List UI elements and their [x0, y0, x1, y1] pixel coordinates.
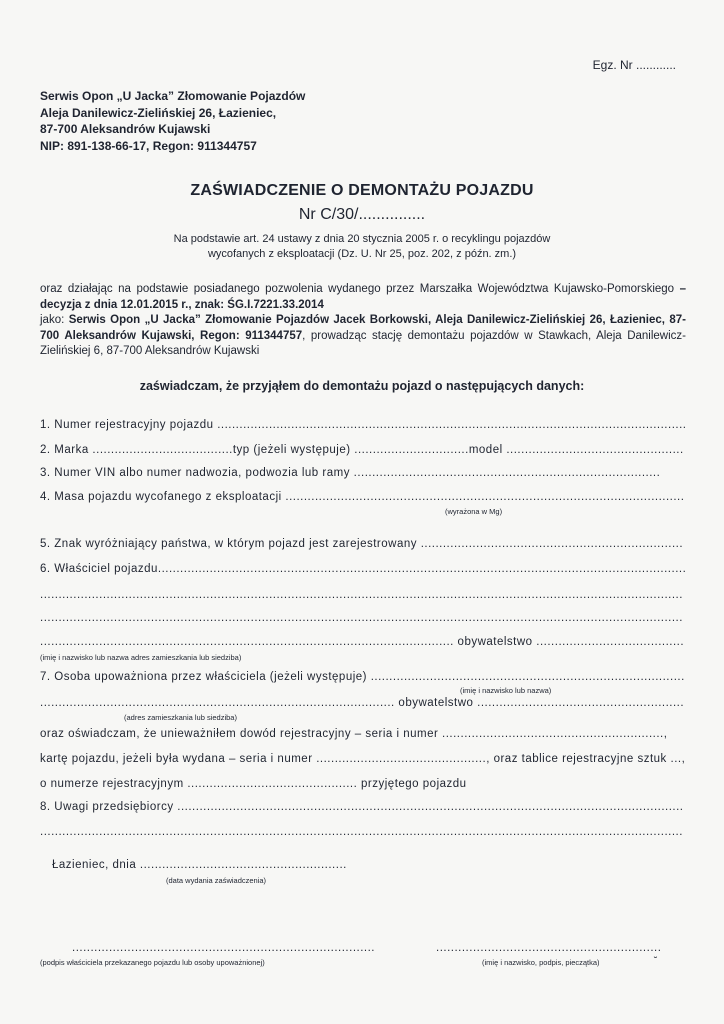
field-remarks[interactable]: 8. Uwagi przedsiębiorcy ......................................................................................................................................... [40, 801, 684, 813]
company-full-name: Serwis Opon „U Jacka” Złomowanie Pojazdów Jacek Borkowski, Aleja Danilewicz-Zielińskiej 26, Łazieniec, 87-700 Aleksandrów Kujawski, Regon: 911344757 [40, 314, 686, 342]
field-owner[interactable]: 6. Właściciel pojazdu............................................................................................................................................... [40, 563, 687, 575]
caption-issue-date: (data wydania zaświadczenia) [166, 876, 267, 885]
caption-mass-unit: (wyrażona w Mg) [445, 507, 503, 516]
company-ids: NIP: 891-138-66-17, Regon: 911344757 [40, 138, 257, 153]
caption-owner: (imię i nazwisko lub nazwa adres zamieszkania lub siedziba) [40, 653, 242, 662]
company-name: Serwis Opon „U Jacka” Złomowanie Pojazdów [40, 89, 306, 103]
field-authorized-person[interactable]: 7. Osoba upoważniona przez właściciela (jeżeli występuje) ..................................................................................... [40, 671, 685, 683]
legal-basis [0, 232, 724, 262]
signature-station-line[interactable]: ............................................................. [436, 942, 662, 954]
legal-basis-line-2: wycofanych z eksploatacji (Dz. U. Nr 25, poz. 202, z późn. zm.) [207, 248, 517, 260]
field-registration-number[interactable]: 1. Numer rejestracyjny pojazdu ............................................................................................................................... [40, 419, 687, 431]
field-vin[interactable]: 3. Numer VIN albo numer nadwozia, podwozia lub ramy ................................................................................... [40, 467, 661, 479]
caption-station-signature: (imię i nazwisko, podpis, pieczątka) [482, 958, 600, 967]
field-registration-cert-series[interactable]: oraz oświadczam, że unieważniłem dowód rejestracyjny – seria i numer ............................................................, [40, 728, 668, 740]
document-title: ZAŚWIADCZENIE O DEMONTAŻU POJAZDU [190, 182, 534, 199]
field-owner-line-2[interactable]: .............................................................................................................................................................................. [40, 589, 683, 601]
company-header [40, 88, 305, 154]
as-label: jako: [40, 314, 69, 326]
company-city: 87-700 Aleksandrów Kujawski [40, 122, 211, 136]
permit-decision: – decyzja z dnia 12.01.2015 r., znak: ŚG.I.7221.33.2014 [40, 283, 686, 311]
caption-owner-signature: (podpis właściciela przekazanego pojazdu lub osoby upoważnionej) [40, 958, 265, 967]
company-address: Aleja Danilewicz-Zielińskiej 26, Łazieniec, [40, 105, 277, 120]
permit-text: oraz działając na podstawie posiadanego pozwolenia wydanego przez Marszałka Województwa Kujawsko-Pomorskiego [40, 283, 680, 295]
stray-mark-icon: ˘ [654, 956, 658, 967]
station-text: , prowadząc stację demontażu pojazdów w Stawkach, Aleja Danilewicz-Zielińskiej 6, 87-700 Aleksandrów Kujawski [40, 329, 686, 357]
field-make-type-model[interactable]: 2. Marka ......................................typ (jeżeli występuje) ...............................model ................................................ [40, 444, 684, 456]
caption-authorized-address: (adres zamieszkania lub siedziba) [124, 713, 237, 722]
signature-owner-line[interactable]: .................................................................................. [72, 942, 375, 954]
field-authorized-citizenship[interactable]: ................................................................................................ obywatelstwo ........................................................ [40, 697, 685, 709]
caption-authorized-name: (imię i nazwisko lub nazwa) [460, 686, 552, 695]
field-vehicle-mass[interactable]: 4. Masa pojazdu wycofanego z eksploatacji ............................................................................................................ [40, 491, 685, 503]
field-remarks-line-2[interactable]: .............................................................................................................................................................................. [40, 826, 683, 838]
declaration-heading: zaświadczam, że przyjąłem do demontażu pojazd o następujących danych: [139, 379, 585, 393]
certificate-number: Nr C/30/............... [298, 206, 426, 223]
legal-basis-line-1: Na podstawie art. 24 ustawy z dnia 20 stycznia 2005 r. o recyklingu pojazdów [173, 233, 551, 245]
field-country-code[interactable]: 5. Znak wyróżniający państwa, w którym pojazd jest zarejestrowany ....................................................................... [40, 538, 684, 550]
copy-number: Egz. Nr ............ [592, 58, 676, 72]
field-owner-citizenship[interactable]: ................................................................................................................ obywatelstwo ........................................ [40, 636, 685, 648]
field-vehicle-card-series[interactable]: kartę pojazdu, jeżeli była wydana – seria i numer .............................................., oraz tablice rejestracyjne sztuk ..., [40, 753, 686, 765]
field-plate-number[interactable]: o numerze rejestracyjnym .............................................. przyjętego pojazdu [40, 778, 467, 790]
field-owner-line-3[interactable]: .............................................................................................................................................................................. [40, 612, 683, 624]
permit-paragraph [40, 282, 686, 360]
field-issue-date[interactable]: Łazieniec, dnia ........................................................ [52, 859, 347, 871]
permit-sentence [40, 282, 686, 313]
station-sentence [40, 313, 686, 360]
